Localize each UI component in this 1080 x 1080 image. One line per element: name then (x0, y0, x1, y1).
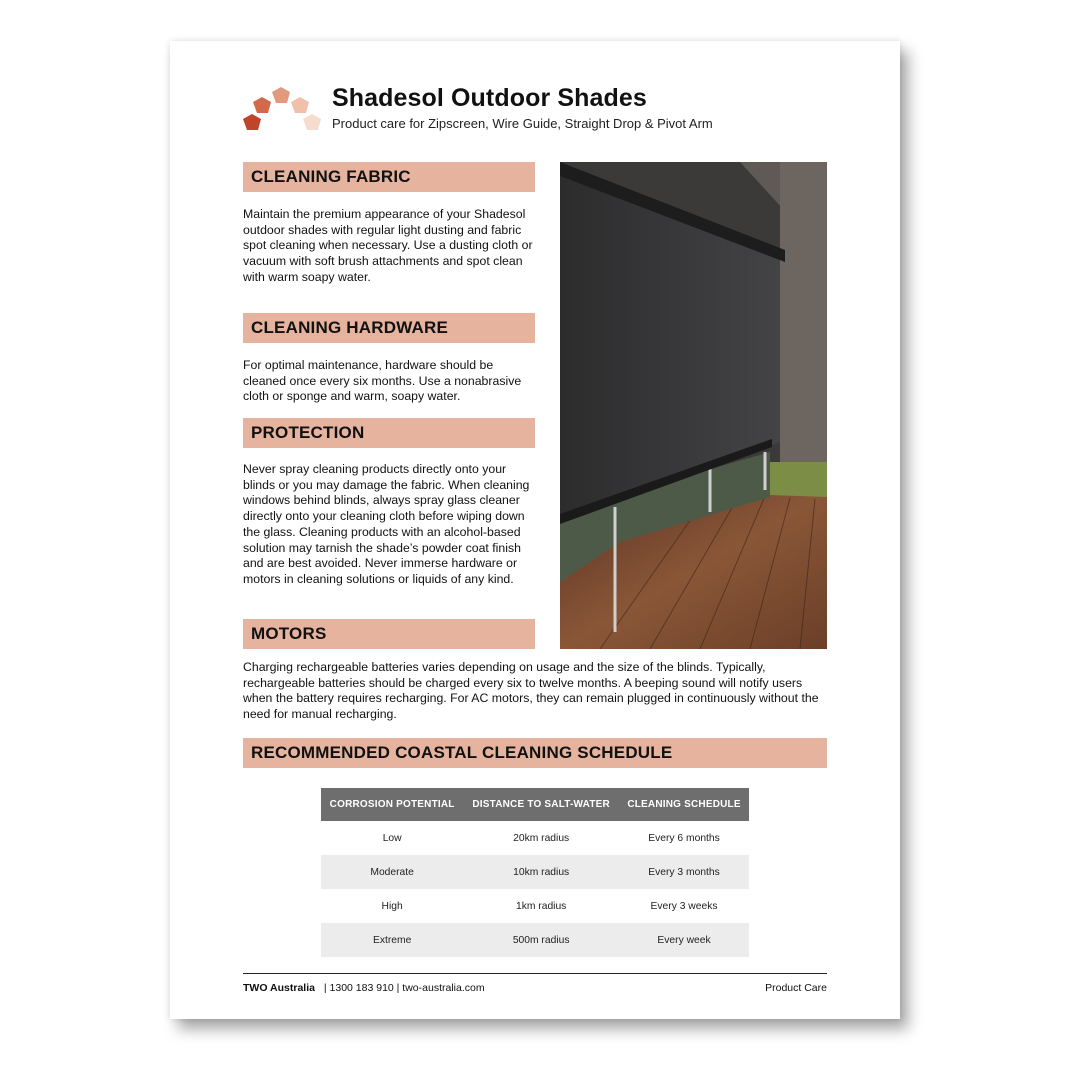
cleaning-fabric-heading: CLEANING FABRIC (243, 162, 535, 192)
logo-segment (272, 87, 290, 103)
table-cell: Low (382, 832, 402, 844)
schedule-heading: RECOMMENDED COASTAL CLEANING SCHEDULE (243, 738, 827, 768)
outdoor-shade-photo (560, 162, 827, 649)
footer-contact-details: | 1300 183 910 | two-australia.com (323, 982, 485, 994)
table-row (321, 889, 749, 923)
column-header-distance: DISTANCE TO SALT-WATER (463, 788, 619, 821)
protection-text: Never spray cleaning products directly onto your blinds or you may damage the fabric. When cleaning windows behind blinds, always spray glass cleaner directly onto your cleaning cloth before wiping down the glass. Cleaning products with an alcohol-based solution may tarnish the shade’s powder coat finish and are best avoided. Never immerse hardware or motors in cleaning solutions or liquids of any kind. (243, 462, 530, 586)
table-cell: Every 3 weeks (650, 900, 718, 912)
table-cell: Moderate (321, 855, 463, 889)
shadesol-logo (242, 86, 324, 132)
footer-label: Product Care (765, 982, 827, 994)
logo-segment (243, 114, 261, 130)
column-header-schedule: CLEANING SCHEDULE (619, 788, 749, 821)
table-row (321, 855, 749, 889)
table-cell: 20km radius (513, 832, 570, 844)
cleaning-hardware-text: For optimal maintenance, hardware should be cleaned once every six months. Use a nonabrasive cloth or sponge and warm, soapy water. (243, 358, 522, 404)
table-cell: Every 6 months (648, 832, 720, 844)
table-cell: 500m radius (463, 923, 619, 957)
table-cell: Every 3 months (619, 855, 749, 889)
footer-contact (243, 982, 485, 994)
protection-heading: PROTECTION (243, 418, 535, 448)
table-row (321, 821, 749, 855)
motors-text: Charging rechargeable batteries varies depending on usage and the size of the blinds. Typically, rechargeable batteries should be charged every six to twelve months. A beeping sound will notify users when the battery requires recharging. For AC motors, they can remain plugged in continuously without the need for manual recharging. (243, 660, 819, 722)
cleaning-fabric-text: Maintain the premium appearance of your Shadesol outdoor shades with regular light dusting and fabric spot cleaning when necessary. Use a dusting cloth or vacuum with soft brush attachments and spot clean with warm soapy water. (243, 207, 533, 284)
table-cell: Every week (619, 923, 749, 957)
column-header-corrosion: CORROSION POTENTIAL (321, 788, 463, 821)
table-cell: 10km radius (463, 855, 619, 889)
footer-divider (243, 973, 827, 974)
motors-heading: MOTORS (243, 619, 535, 649)
table-row (321, 923, 749, 957)
logo-segment (253, 97, 271, 113)
page-subtitle: Product care for Zipscreen, Wire Guide, Straight Drop & Pivot Arm (332, 116, 713, 131)
table-header-row (321, 788, 749, 821)
table-cell: Extreme (321, 923, 463, 957)
logo-segment (291, 97, 309, 113)
page-title: Shadesol Outdoor Shades (332, 84, 647, 112)
wall (780, 162, 827, 502)
cleaning-hardware-heading: CLEANING HARDWARE (243, 313, 535, 343)
table-cell: High (381, 900, 403, 912)
table-cell: 1km radius (515, 900, 567, 912)
cleaning-schedule-table (321, 788, 749, 957)
footer-brand: TWO Australia (243, 982, 315, 994)
logo-segment (303, 114, 321, 130)
